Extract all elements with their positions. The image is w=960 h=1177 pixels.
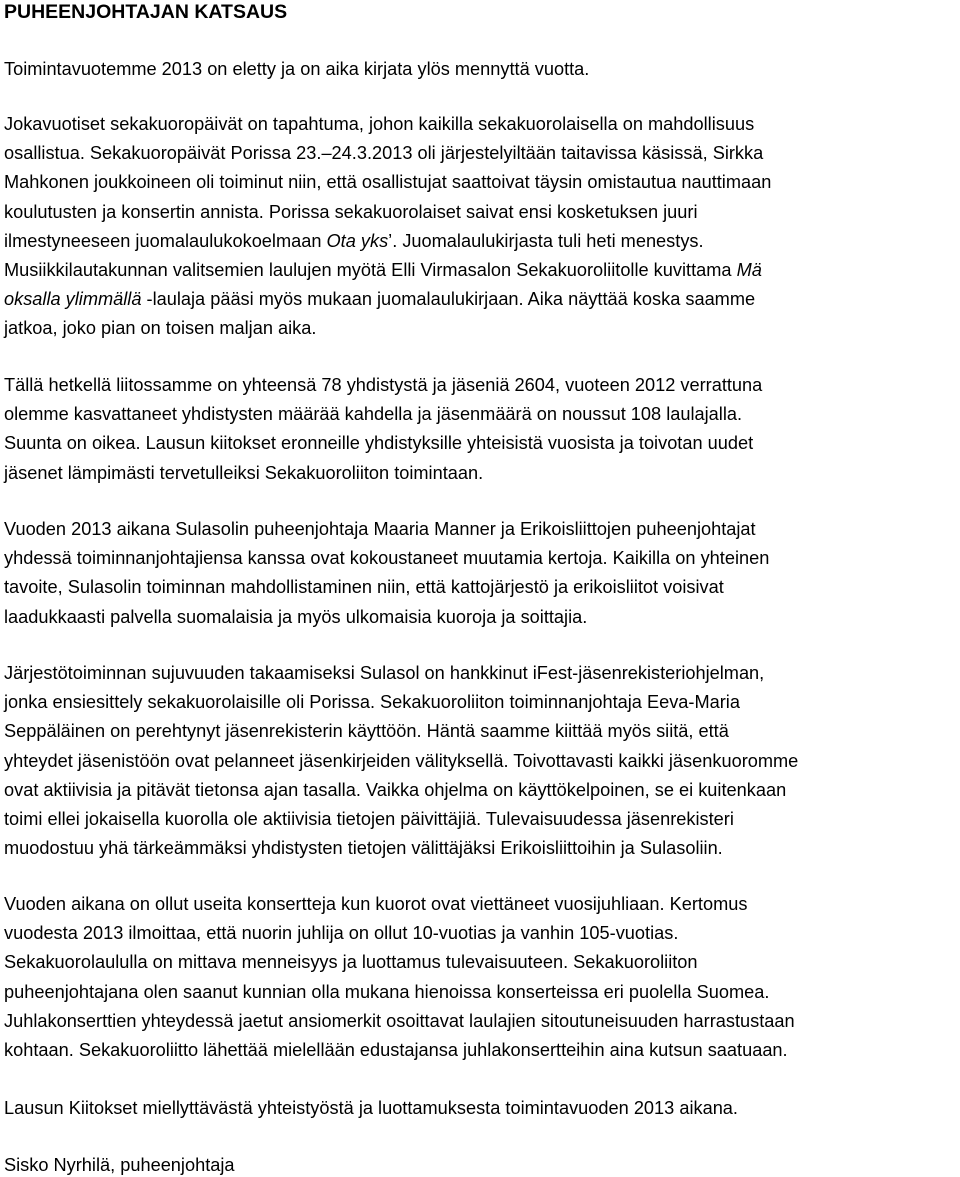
paragraph-sulasol [4,515,769,632]
paragraph-line: Vuoden aikana on ollut useita konsertteja kun kuorot ovat viettäneet vuosijuhliaan. Kertomus [4,894,748,914]
paragraph-line: Jokavuotiset sekakuoropäivät on tapahtuma, johon kaikilla sekakuorolaisella on mahdollisuus [4,114,755,134]
paragraph-line: vuodesta 2013 ilmoittaa, että nuorin juhlija on ollut 10-vuotias ja vanhin 105-vuotias. [4,923,679,944]
paragraph-thanks [4,1096,738,1120]
paragraph-line: osallistua. Sekakuoropäivät Porissa 23.–24.3.2013 oli järjestelyiltään taitavissa käsissä, Sirkka [4,143,764,164]
text-run: ilmestyneeseen juomalaulukokoelmaan [4,230,327,251]
paragraph-line: Lausun Kiitokset miellyttävästä yhteistyöstä ja luottamuksesta toimintavuoden 2013 aikana. [4,1098,738,1118]
paragraph-intro [4,57,589,81]
document-heading: PUHEENJOHTAJAN KATSAUS [4,1,288,23]
paragraph-line: laadukkaasti palvella suomalaisia ja myös ulkomaisia kuoroja ja soittajia. [4,606,588,627]
paragraph-line: muodostuu yhä tärkeämmäksi yhdistysten tietojen välittäjäksi Erikoisliittoihin ja Sulasoliin. [4,838,723,859]
paragraph-membership [4,371,762,488]
paragraph-line: jatkoa, joko pian on toisen maljan aika. [4,318,317,339]
paragraph-line: Toimintavuotemme 2013 on eletty ja on aika kirjata ylös mennyttä vuotta. [4,59,590,79]
song-title: Mä [736,260,762,281]
text-run: ’. Juomalaulukirjasta tuli heti menestys. [388,230,704,251]
paragraph-line: Järjestötoiminnan sujuvuuden takaamiseksi Sulasol on hankkinut iFest-jäsenrekisteriohjelman, [4,663,765,683]
paragraph-line: puheenjohtajana olen saanut kunnian olla mukana hienoissa konserteissa eri puolella Suomea. [4,981,770,1002]
paragraph-line: tavoite, Sulasolin toiminnan mahdollistaminen niin, että kattojärjestö ja erikoisliitot voisivat [4,577,724,598]
paragraph-line: olemme kasvattaneet yhdistysten määrää kahdella ja jäsenmäärä on noussut 108 laulajalla. [4,404,743,425]
paragraph-line: koulutusten ja konsertin annista. Porissa sekakuorolaiset saivat ensi kosketuksen juuri [4,201,698,222]
paragraph-line: Mahkonen joukkoineen oli toiminut niin, että osallistujat saattoivat täysin omistautua nauttimaan [4,172,772,193]
paragraph-line: Suunta on oikea. Lausun kiitokset eronneille yhdistyksille yhteisistä vuosista ja toivotan uudet [4,433,754,454]
text-run: Musiikkilautakunnan valitsemien laulujen myötä Elli Virmasalon Sekakuoroliitolle kuvittama [4,260,737,281]
signature-line: Sisko Nyrhilä, puheenjohtaja [4,1155,235,1175]
paragraph-line: jäsenet lämpimästi tervetulleiksi Sekakuoroliiton toimintaan. [4,462,484,483]
paragraph-line: Seppäläinen on perehtynyt jäsenrekisterin käyttöön. Häntä saamme kiittää myös siitä, että [4,721,729,742]
paragraph-line: kohtaan. Sekakuoroliitto lähettää mielellään edustajansa juhlakonsertteihin aina kutsun saatuaan. [4,1040,788,1061]
paragraph-line: ovat aktiivisia ja pitävät tietonsa ajan tasalla. Vaikka ohjelma on käyttökelpoinen, se ei kuitenkaan [4,779,787,800]
paragraph-line: Tällä hetkellä liitossamme on yhteensä 78 yhdistystä ja jäseniä 2604, vuoteen 2012 verrattuna [4,375,763,395]
book-title: Ota yks [326,230,389,251]
paragraph-concerts [4,890,795,1065]
paragraph-line: jonka ensiesittely sekakuorolaisille oli Porissa. Sekakuoroliiton toiminnanjohtaja Eeva-Maria [4,692,740,713]
paragraph-line: toimi ellei jokaisella kuorolla ole aktiivisia tietojen päivittäjiä. Tulevaisuudessa jäsenrekisteri [4,809,734,830]
paragraph-line: yhdessä toiminnanjohtajiensa kanssa ovat kokoustaneet muutamia kertoja. Kaikilla on yhteinen [4,548,770,569]
paragraph-line [4,256,771,285]
paragraph-line [4,227,771,256]
paragraph-member-registry [4,659,798,863]
signature [4,1153,235,1177]
paragraph-line [4,285,771,314]
song-title: oksalla ylimmällä [4,289,142,310]
paragraph-sekakuoropaivat [4,110,771,344]
paragraph-line: Juhlakonserttien yhteydessä jaetut ansiomerkit osoittavat laulajien sitoutuneisuuden harrastustaan [4,1010,795,1031]
paragraph-line: Vuoden 2013 aikana Sulasolin puheenjohtaja Maaria Manner ja Erikoisliittojen puheenjohtajat [4,519,756,539]
text-run: -laulaja pääsi myös mukaan juomalaulukirjaan. Aika näyttää koska saamme [141,289,756,310]
paragraph-line: yhteydet jäsenistöön ovat pelanneet jäsenkirjeiden välityksellä. Toivottavasti kaikki jäsenkuoromme [4,750,799,771]
paragraph-line: Sekakuorolaululla on mittava menneisyys ja luottamus tulevaisuuteen. Sekakuoroliiton [4,952,698,973]
